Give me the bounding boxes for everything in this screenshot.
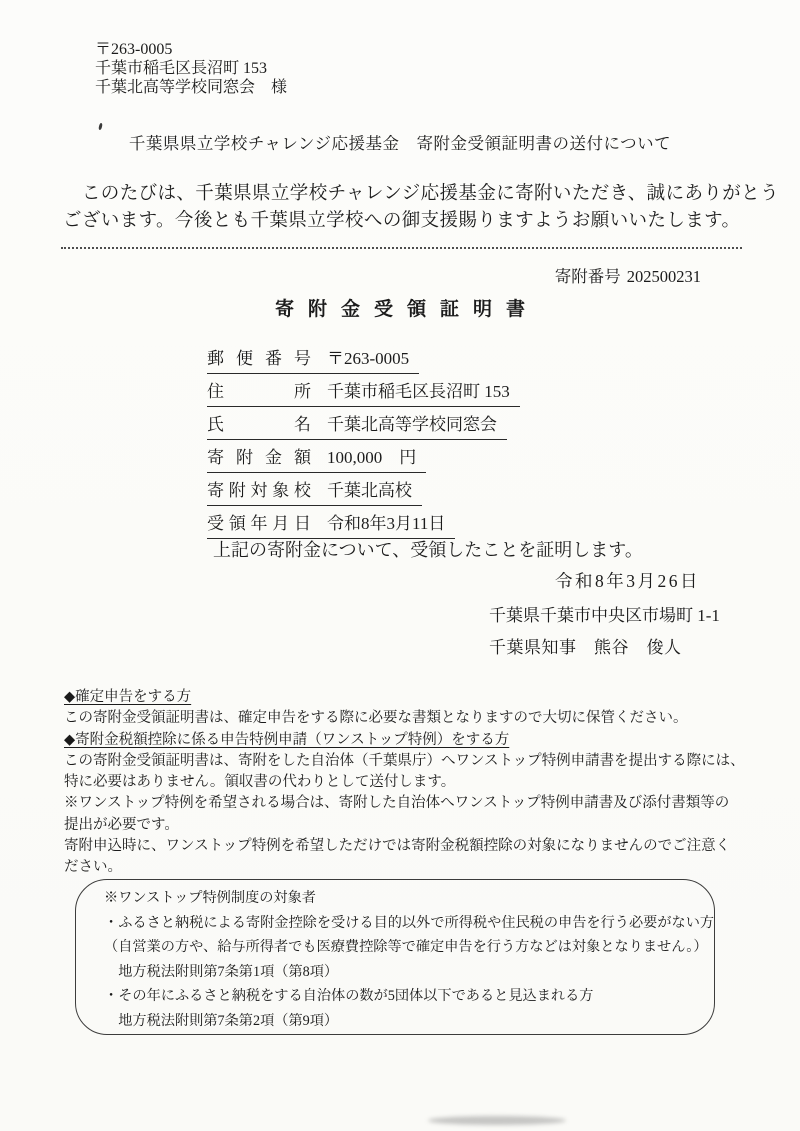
issuer-address: 千葉県千葉市中央区市場町 1-1 (489, 606, 720, 625)
certification-statement: 上記の寄附金について、受領したことを証明します。 (213, 540, 643, 560)
issue-date: 令和8年3月26日 (555, 571, 700, 591)
note-heading-final-return: ◆確定申告をする方 (64, 689, 192, 705)
field-label: 郵便番号 (207, 349, 311, 368)
field-value: 千葉北高等学校同窓会 (327, 415, 497, 434)
cover-body-line-1: このたびは、千葉県県立学校チャレンジ応援基金に寄附いただき、誠にありがとう (63, 184, 779, 204)
field-row-address (207, 381, 520, 407)
onestop-box-line: 地方税法附則第7条第1項（第8項） (104, 963, 339, 980)
onestop-box-title: ※ワンストップ特例制度の対象者 (104, 890, 316, 906)
addressee-block (95, 40, 287, 97)
field-label: 受領年月日 (207, 514, 311, 533)
field-value: 100,000 円 (327, 448, 417, 467)
note-line: この寄附金受領証明書は、寄附をした自治体（千葉県庁）へワンストップ特例申請書を提出する際には、 (64, 752, 745, 769)
donation-number-value: 202500231 (626, 267, 701, 286)
note-heading-onestop: ◆寄附金税額控除に係る申告特例申請（ワンストップ特例）をする方 (64, 731, 510, 748)
note-line: この寄附金受領証明書は、確定申告をする際に必要な書類となりますので大切に保管ください。 (64, 710, 688, 727)
issuer-signature: 千葉県知事 熊谷 俊人 (489, 638, 682, 657)
field-row-target-school (207, 480, 422, 506)
field-value: 令和8年3月11日 (327, 514, 446, 533)
field-value: 〒263-0005 (327, 349, 410, 368)
note-line: 寄附申込時に、ワンストップ特例を希望しただけでは寄附金税額控除の対象になりませんのでご注意く (64, 838, 731, 855)
onestop-box-line: 地方税法附則第7条第2項（第9項） (104, 1012, 339, 1029)
field-row-name (207, 414, 507, 440)
recipient-address: 千葉市稲毛区長沼町 153 (95, 60, 268, 77)
field-row-amount (207, 447, 426, 473)
certificate-title: 寄附金受領証明書 (274, 299, 539, 320)
donation-number (555, 263, 701, 287)
field-label: 寄附金額 (207, 448, 311, 467)
note-line: 特に必要はありません。領収書の代わりとして送付します。 (64, 774, 456, 791)
certificate-fields (207, 348, 520, 546)
tax-notes (64, 687, 745, 879)
donation-number-label: 寄附番号 (554, 267, 621, 286)
field-label: 寄附対象校 (207, 481, 311, 500)
onestop-box-content (104, 886, 714, 1033)
onestop-box-line: ・その年にふるさと納税をする自治体の数が5団体以下であると見込まれる方 (104, 988, 594, 1004)
note-line: 提出が必要です。 (64, 816, 179, 833)
scan-smudge (428, 1116, 566, 1125)
cover-letter-body (63, 181, 779, 235)
cover-body-line-2: ございます。今後とも千葉県立学校への御支援賜りますようお願いいたします。 (63, 211, 741, 231)
dotted-separator (61, 247, 742, 249)
field-value: 千葉北高校 (327, 481, 412, 500)
note-line: ださい。 (64, 859, 122, 876)
note-line: ※ワンストップ特例を希望される場合は、寄附した自治体へワンストップ特例申請書及び添付書類等の (64, 795, 730, 812)
recipient-postal-code: 〒263-0005 (95, 41, 173, 58)
field-label: 氏名 (207, 415, 311, 434)
field-value: 千葉市稲毛区長沼町 153 (327, 382, 510, 401)
cover-letter-title: 千葉県県立学校チャレンジ応援基金 寄附金受領証明書の送付について (128, 134, 672, 153)
onestop-box-line: ・ふるさと納税による寄附金控除を受ける目的以外で所得税や住民税の申告を行う必要がない方 (104, 914, 715, 931)
field-row-postal-code (207, 348, 419, 374)
onestop-eligibility-box (75, 879, 715, 1035)
onestop-box-line: （自営業の方や、給与所得者でも医療費控除等で確定申告を行う方などは対象となりません。） (104, 939, 708, 955)
recipient-name: 千葉北高等学校同窓会 様 (95, 79, 288, 96)
field-label: 住所 (207, 382, 311, 401)
